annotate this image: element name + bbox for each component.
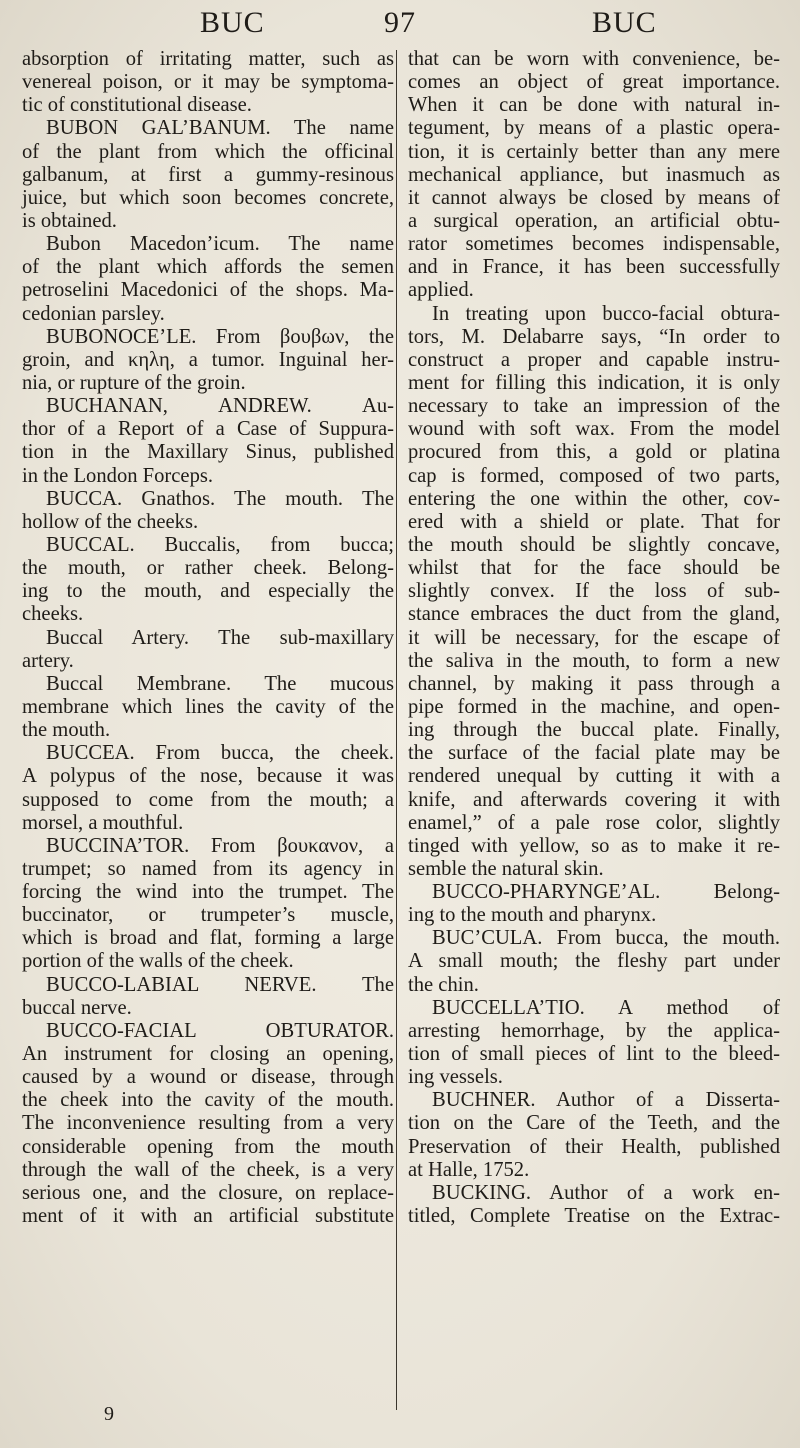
left-column-line: cedonian parsley. [22,302,165,325]
left-column-line: hollow of the cheeks. [22,510,199,533]
left-column-line: petroselini Macedonici of the shops. Ma- [22,279,394,302]
left-column-line: is obtained. [22,209,117,232]
left-column-line: nia, or rupture of the groin. [22,371,246,394]
column-divider [396,50,397,1410]
right-column-line: channel, by making it pass through a [408,672,780,695]
right-column-line: wound with soft wax. From the model [408,418,780,441]
left-column-line: BUCCAL. Buccalis, from bucca; [46,533,394,556]
left-column-line: the mouth. [22,719,111,742]
right-column-line: construct a proper and capable instru- [408,348,780,371]
left-column-line: through the wall of the cheek, is a very [22,1158,394,1181]
left-column-line: cheeks. [22,603,84,626]
left-column-line: absorption of irritating matter, such as [22,48,394,70]
right-column-line: slightly convex. If the loss of sub- [408,580,780,603]
left-column-line: BUBONOCE’LE. From βουβων, the [46,325,394,348]
right-column-line: Preservation of their Health, published [408,1135,780,1158]
left-column-line: groin, and κηλη, a tumor. Inguinal her- [22,348,394,371]
right-column-line: it will be necessary, for the escape of [408,626,780,649]
left-column-line: forcing the wind into the trumpet. The [22,881,394,904]
right-column-line: tors, M. Delabarre says, “In order to [408,325,780,348]
left-column-line: trumpet; so named from its agency in [22,857,394,880]
right-column-line: entering the one within the other, cov- [408,487,780,510]
right-column-line: comes an object of great importance. [408,71,780,94]
right-column-line: and in France, it has been successfully [408,256,780,279]
right-column-line: knife, and afterwards covering it with [408,788,780,811]
left-column-line: BUCHANAN, ANDREW. Au- [46,395,394,418]
left-column-line: tion in the Maxillary Sinus, published [22,441,394,464]
left-column-line: tic of constitutional disease. [22,94,252,117]
signature-mark: 9 [104,1403,114,1425]
right-column-line: ing vessels. [408,1066,503,1089]
right-column-line: the surface of the facial plate may be [408,742,780,765]
left-column-line: BUCCO-FACIAL OBTURATOR. [46,1019,394,1042]
right-column-line: BUCKING. Author of a work en- [432,1181,780,1204]
left-column-line: considerable opening from the mouth [22,1135,394,1158]
left-column-line: the mouth, or rather cheek. Belong- [22,557,394,580]
left-column-line: Buccal Artery. The sub-maxillary [46,626,394,649]
right-column-line: at Halle, 1752. [408,1158,530,1181]
right-column-line: ered with a shield or plate. That for [408,510,780,533]
right-column-line: tegument, by means of a plastic opera- [408,117,780,140]
right-column-line: the saliva in the mouth, to form a new [408,649,780,672]
left-column-line: venereal poison, or it may be symptoma- [22,71,394,94]
right-column-line: procured from this, a gold or platina [408,441,780,464]
right-column-line: necessary to take an impression of the [408,395,780,418]
right-column [408,48,780,1228]
right-column-line: applied. [408,279,474,302]
left-column-line: An instrument for closing an opening, [22,1043,394,1066]
left-column-line: BUBON GAL’BANUM. The name [46,117,394,140]
left-column-line: the cheek into the cavity of the mouth. [22,1089,394,1112]
left-column-line: thor of a Report of a Case of Suppura- [22,418,394,441]
right-column-line: A small mouth; the fleshy part under [408,950,780,973]
right-column-line: When it can be done with natural in- [408,94,780,117]
left-column-line: which is broad and flat, forming a large [22,927,394,950]
right-column-line: tion of small pieces of lint to the bleed- [408,1043,780,1066]
right-column-line: a surgical operation, an artificial obtu- [408,209,780,232]
right-column-line: stance embraces the duct from the gland, [408,603,780,626]
right-column-line: arresting hemorrhage, by the applica- [408,1019,780,1042]
left-column-line: artery. [22,649,74,672]
right-column-line: BUCHNER. Author of a Disserta- [432,1089,780,1112]
page-number: 97 [384,6,416,39]
left-column-line: BUCCO-LABIAL NERVE. The [46,973,394,996]
right-column-line: BUCCELLA’TIO. A method of [432,996,780,1019]
left-column [22,48,394,1228]
right-column-line: ing to the mouth and pharynx. [408,904,657,927]
left-column-line: ment of it with an artificial substitute [22,1205,394,1228]
right-column-line: tion, it is certainly better than any mere [408,140,780,163]
left-column-line: galbanum, at first a gummy-resinous [22,163,394,186]
left-column-line: of the plant from which the officinal [22,140,394,163]
right-column-line: pipe formed in the machine, and open- [408,695,780,718]
left-column-line: portion of the walls of the cheek. [22,950,294,973]
running-header [0,6,800,46]
right-column-line: the mouth should be slightly concave, [408,533,780,556]
left-column-line: caused by a wound or disease, through [22,1066,394,1089]
left-column-line: in the London Forceps. [22,464,214,487]
left-column-line: morsel, a mouthful. [22,811,184,834]
left-column-line: supposed to come from the mouth; a [22,788,394,811]
header-left-guideword: BUC [200,6,265,39]
right-column-line: titled, Complete Treatise on the Extrac- [408,1205,780,1228]
left-column-line: of the plant which affords the semen [22,256,394,279]
right-column-line: enamel,” of a pale rose color, slightly [408,811,780,834]
left-column-line: Buccal Membrane. The mucous [46,672,394,695]
left-column-line: membrane which lines the cavity of the [22,695,394,718]
right-column-line: mechanical appliance, but inasmuch as [408,163,780,186]
right-column-line: rator sometimes becomes indispensable, [408,233,780,256]
right-column-line: it cannot always be closed by means of [408,186,780,209]
right-column-line: the chin. [408,973,479,996]
left-column-line: ing to the mouth, and especially the [22,580,394,603]
left-column-line: BUCCA. Gnathos. The mouth. The [46,487,394,510]
left-column-line: buccinator, or trumpeter’s muscle, [22,904,394,927]
right-column-line: BUCCO-PHARYNGE’AL. Belong- [432,881,780,904]
right-column-line: ment for filling this indication, it is only [408,371,780,394]
right-column-line: whilst that for the face should be [408,557,780,580]
right-column-line: rendered unequal by cutting it with a [408,765,780,788]
left-column-line: BUCCINA’TOR. From βουκανον, a [46,834,394,857]
left-column-line: buccal nerve. [22,996,132,1019]
left-column-line: Bubon Macedon’icum. The name [46,233,394,256]
left-column-line: A polypus of the nose, because it was [22,765,394,788]
left-column-line: serious one, and the closure, on replace- [22,1181,394,1204]
right-column-line: In treating upon bucco-facial obtura- [432,302,780,325]
left-column-line: The inconvenience resulting from a very [22,1112,394,1135]
right-column-line: ing through the buccal plate. Finally, [408,719,780,742]
right-column-line: cap is formed, composed of two parts, [408,464,780,487]
right-column-line: semble the natural skin. [408,857,604,880]
right-column-line: tion on the Care of the Teeth, and the [408,1112,780,1135]
right-column-line: that can be worn with convenience, be- [408,48,780,70]
left-column-line: BUCCEA. From bucca, the cheek. [46,742,394,765]
right-column-line: BUC’CULA. From bucca, the mouth. [432,927,780,950]
header-right-guideword: BUC [592,6,657,39]
left-column-line: juice, but which soon becomes concrete, [22,186,394,209]
right-column-line: tinged with yellow, so as to make it re- [408,834,780,857]
